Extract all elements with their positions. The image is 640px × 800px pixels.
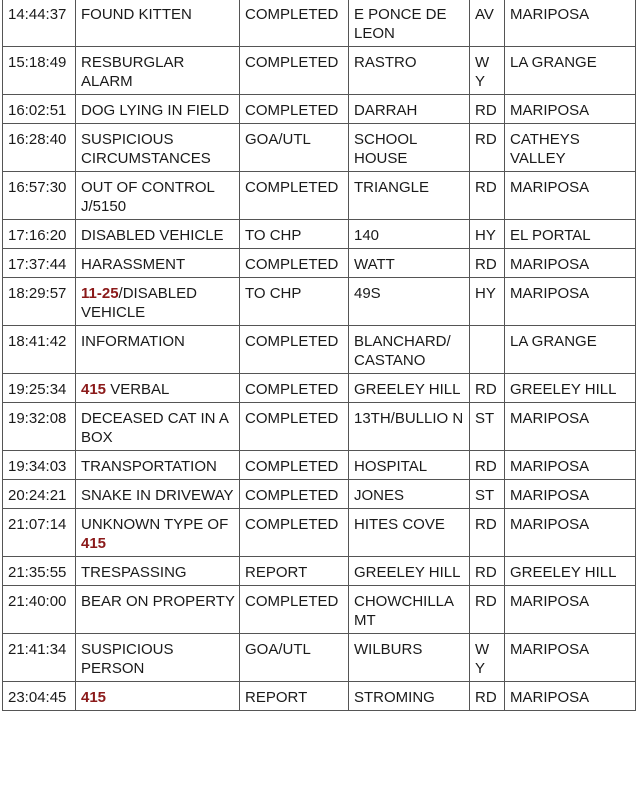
time-text: 16:02:51 <box>8 102 67 119</box>
street-text: HOSPITAL <box>354 458 428 475</box>
call-type-cell <box>76 95 240 124</box>
city-cell <box>505 326 636 374</box>
street-text: DARRAH <box>354 102 418 119</box>
city-cell <box>505 557 636 586</box>
time-cell <box>3 220 76 249</box>
time-text: 21:07:14 <box>8 516 67 533</box>
street-text: CHOWCHILLA MT <box>354 593 454 629</box>
street-cell <box>349 374 470 403</box>
call-text: OUT OF CONTROL J/5150 <box>81 179 219 215</box>
street-cell <box>349 403 470 451</box>
street-suffix-text: RD <box>475 516 497 533</box>
call-log-table <box>2 0 636 711</box>
time-cell <box>3 95 76 124</box>
disposition-text: COMPLETED <box>245 458 339 475</box>
disposition-text: TO CHP <box>245 227 302 244</box>
call-text: TRANSPORTATION <box>81 458 217 475</box>
street-text: JONES <box>354 487 405 504</box>
disposition-cell <box>240 403 349 451</box>
call-text: SUSPICIOUS PERSON <box>81 641 178 677</box>
street-text: WILBURS <box>354 641 423 658</box>
disposition-cell <box>240 451 349 480</box>
time-cell <box>3 249 76 278</box>
street-suffix-text: RD <box>475 458 497 475</box>
disposition-text: COMPLETED <box>245 487 339 504</box>
disposition-text: COMPLETED <box>245 410 339 427</box>
disposition-text: COMPLETED <box>245 516 339 533</box>
call-type-cell <box>76 557 240 586</box>
time-text: 20:24:21 <box>8 487 67 504</box>
street-text: RASTRO <box>354 54 417 71</box>
call-code: 415 <box>81 381 107 398</box>
time-text: 17:37:44 <box>8 256 67 273</box>
disposition-text: COMPLETED <box>245 593 339 610</box>
city-cell <box>505 374 636 403</box>
table-row <box>3 557 636 586</box>
table-row <box>3 451 636 480</box>
street-text: SCHOOL HOUSE <box>354 131 417 167</box>
call-type-cell <box>76 172 240 220</box>
city-text: MARIPOSA <box>510 516 590 533</box>
city-cell <box>505 509 636 557</box>
street-suffix-text: RD <box>475 102 497 119</box>
street-cell <box>349 634 470 682</box>
table-row <box>3 403 636 451</box>
street-cell <box>349 509 470 557</box>
table-row <box>3 278 636 326</box>
time-text: 18:41:42 <box>8 333 67 350</box>
table-row <box>3 480 636 509</box>
street-text: GREELEY HILL <box>354 564 461 581</box>
street-suffix-cell <box>470 480 505 509</box>
call-type-cell <box>76 509 240 557</box>
table-row <box>3 47 636 95</box>
street-text: BLANCHARD/ CASTANO <box>354 333 451 369</box>
city-cell <box>505 220 636 249</box>
city-cell <box>505 47 636 95</box>
disposition-cell <box>240 278 349 326</box>
street-suffix-cell <box>470 557 505 586</box>
time-cell <box>3 124 76 172</box>
time-cell <box>3 682 76 711</box>
street-text: STROMING <box>354 689 435 706</box>
disposition-cell <box>240 557 349 586</box>
call-text: UNKNOWN TYPE OF <box>81 516 233 533</box>
street-cell <box>349 278 470 326</box>
time-text: 21:40:00 <box>8 593 67 610</box>
time-cell <box>3 586 76 634</box>
table-row <box>3 682 636 711</box>
call-type-cell <box>76 682 240 711</box>
city-text: MARIPOSA <box>510 410 590 427</box>
disposition-text: GOA/UTL <box>245 131 311 148</box>
city-text: MARIPOSA <box>510 641 590 658</box>
street-text: GREELEY HILL <box>354 381 461 398</box>
street-suffix-cell <box>470 682 505 711</box>
call-text: RESBURGLAR ALARM <box>81 54 188 90</box>
street-cell <box>349 682 470 711</box>
city-text: EL PORTAL <box>510 227 591 244</box>
table-row <box>3 172 636 220</box>
table-row <box>3 634 636 682</box>
disposition-text: COMPLETED <box>245 256 339 273</box>
street-suffix-text: RD <box>475 256 497 273</box>
call-type-cell <box>76 451 240 480</box>
time-cell <box>3 480 76 509</box>
street-suffix-cell <box>470 326 505 374</box>
time-text: 21:35:55 <box>8 564 67 581</box>
call-text: DISABLED VEHICLE <box>81 227 224 244</box>
time-text: 19:32:08 <box>8 410 67 427</box>
call-text: SUSPICIOUS CIRCUMSTANCES <box>81 131 211 167</box>
street-suffix-cell <box>470 172 505 220</box>
time-text: 17:16:20 <box>8 227 67 244</box>
disposition-cell <box>240 124 349 172</box>
street-suffix-cell <box>470 95 505 124</box>
street-cell <box>349 557 470 586</box>
call-type-cell <box>76 326 240 374</box>
street-cell <box>349 47 470 95</box>
call-text: TRESPASSING <box>81 564 187 581</box>
call-type-cell <box>76 278 240 326</box>
time-cell <box>3 47 76 95</box>
city-cell <box>505 682 636 711</box>
table-row <box>3 326 636 374</box>
disposition-cell <box>240 95 349 124</box>
table-row <box>3 95 636 124</box>
street-cell <box>349 326 470 374</box>
street-text: TRIANGLE <box>354 179 430 196</box>
city-text: MARIPOSA <box>510 179 590 196</box>
city-cell <box>505 172 636 220</box>
call-type-cell <box>76 374 240 403</box>
disposition-text: TO CHP <box>245 285 302 302</box>
time-text: 19:25:34 <box>8 381 67 398</box>
call-code: 415 <box>81 535 107 552</box>
disposition-cell <box>240 374 349 403</box>
call-text: DOG LYING IN FIELD <box>81 102 230 119</box>
disposition-cell <box>240 480 349 509</box>
street-suffix-text: RD <box>475 564 497 581</box>
disposition-cell <box>240 634 349 682</box>
disposition-text: COMPLETED <box>245 6 339 23</box>
table-row <box>3 509 636 557</box>
call-type-cell <box>76 220 240 249</box>
time-cell <box>3 557 76 586</box>
disposition-cell <box>240 47 349 95</box>
disposition-cell <box>240 326 349 374</box>
street-suffix-text: ST <box>475 410 495 427</box>
street-cell <box>349 124 470 172</box>
street-suffix-cell <box>470 124 505 172</box>
city-text: LA GRANGE <box>510 54 597 71</box>
street-suffix-cell <box>470 634 505 682</box>
city-cell <box>505 480 636 509</box>
time-text: 16:28:40 <box>8 131 67 148</box>
city-text: MARIPOSA <box>510 285 590 302</box>
disposition-text: COMPLETED <box>245 54 339 71</box>
street-cell <box>349 586 470 634</box>
city-text: MARIPOSA <box>510 102 590 119</box>
table-row <box>3 0 636 47</box>
disposition-cell <box>240 682 349 711</box>
city-text: MARIPOSA <box>510 458 590 475</box>
city-text: MARIPOSA <box>510 689 590 706</box>
time-text: 16:57:30 <box>8 179 67 196</box>
time-cell <box>3 278 76 326</box>
street-text: 49S <box>354 285 381 302</box>
street-suffix-cell <box>470 403 505 451</box>
call-type-cell <box>76 0 240 47</box>
time-cell <box>3 374 76 403</box>
disposition-text: COMPLETED <box>245 381 339 398</box>
city-cell <box>505 586 636 634</box>
time-cell <box>3 451 76 480</box>
call-type-cell <box>76 124 240 172</box>
street-suffix-text: ST <box>475 487 495 504</box>
time-cell <box>3 172 76 220</box>
street-suffix-text: HY <box>475 227 496 244</box>
city-text: CATHEYS VALLEY <box>510 131 580 167</box>
time-text: 21:41:34 <box>8 641 67 658</box>
city-text: LA GRANGE <box>510 333 597 350</box>
disposition-cell <box>240 509 349 557</box>
street-cell <box>349 220 470 249</box>
disposition-cell <box>240 172 349 220</box>
street-suffix-cell <box>470 509 505 557</box>
call-code: 415 <box>81 689 107 706</box>
call-text: HARASSMENT <box>81 256 186 273</box>
call-type-cell <box>76 47 240 95</box>
city-text: GREELEY HILL <box>510 564 617 581</box>
call-type-cell <box>76 586 240 634</box>
call-text: BEAR ON PROPERTY <box>81 593 235 610</box>
street-suffix-text: AV <box>475 6 494 23</box>
time-cell <box>3 403 76 451</box>
call-text: DECEASED CAT IN A BOX <box>81 410 233 446</box>
table-row <box>3 374 636 403</box>
street-suffix-cell <box>470 374 505 403</box>
time-cell <box>3 326 76 374</box>
street-cell <box>349 480 470 509</box>
street-cell <box>349 95 470 124</box>
city-cell <box>505 0 636 47</box>
street-suffix-text: W Y <box>475 641 490 677</box>
city-cell <box>505 403 636 451</box>
street-suffix-text: RD <box>475 593 497 610</box>
city-text: MARIPOSA <box>510 487 590 504</box>
street-suffix-text: RD <box>475 131 497 148</box>
call-log-body <box>3 0 636 711</box>
street-suffix-text: RD <box>475 689 497 706</box>
street-text: E PONCE DE LEON <box>354 6 447 42</box>
street-suffix-text: RD <box>475 381 497 398</box>
street-suffix-cell <box>470 249 505 278</box>
call-text: SNAKE IN DRIVEWAY <box>81 487 234 504</box>
table-row <box>3 124 636 172</box>
disposition-cell <box>240 0 349 47</box>
time-cell <box>3 509 76 557</box>
street-cell <box>349 249 470 278</box>
street-suffix-text: W Y <box>475 54 490 90</box>
time-text: 18:29:57 <box>8 285 67 302</box>
disposition-text: COMPLETED <box>245 179 339 196</box>
table-row <box>3 249 636 278</box>
street-suffix-cell <box>470 451 505 480</box>
city-cell <box>505 451 636 480</box>
city-text: GREELEY HILL <box>510 381 617 398</box>
call-text: /DISABLED VEHICLE <box>81 285 202 321</box>
disposition-cell <box>240 220 349 249</box>
city-cell <box>505 95 636 124</box>
street-text: WATT <box>354 256 395 273</box>
street-suffix-cell <box>470 586 505 634</box>
time-text: 15:18:49 <box>8 54 67 71</box>
call-type-cell <box>76 403 240 451</box>
street-cell <box>349 0 470 47</box>
street-text: 140 <box>354 227 380 244</box>
street-text: HITES COVE <box>354 516 445 533</box>
disposition-text: GOA/UTL <box>245 641 311 658</box>
city-cell <box>505 278 636 326</box>
street-suffix-cell <box>470 47 505 95</box>
call-code: 11-25 <box>81 285 119 302</box>
call-type-cell <box>76 634 240 682</box>
call-text: VERBAL <box>106 381 170 398</box>
disposition-cell <box>240 586 349 634</box>
time-cell <box>3 634 76 682</box>
disposition-text: REPORT <box>245 689 308 706</box>
street-suffix-text: RD <box>475 179 497 196</box>
street-cell <box>349 172 470 220</box>
street-suffix-text: HY <box>475 285 496 302</box>
call-text: INFORMATION <box>81 333 185 350</box>
table-row <box>3 220 636 249</box>
table-row <box>3 586 636 634</box>
time-text: 23:04:45 <box>8 689 67 706</box>
call-type-cell <box>76 480 240 509</box>
disposition-text: COMPLETED <box>245 333 339 350</box>
street-suffix-cell <box>470 278 505 326</box>
call-text: FOUND KITTEN <box>81 6 192 23</box>
time-text: 19:34:03 <box>8 458 67 475</box>
street-cell <box>349 451 470 480</box>
city-cell <box>505 124 636 172</box>
disposition-text: REPORT <box>245 564 308 581</box>
call-type-cell <box>76 249 240 278</box>
city-text: MARIPOSA <box>510 6 590 23</box>
disposition-cell <box>240 249 349 278</box>
street-suffix-cell <box>470 220 505 249</box>
city-text: MARIPOSA <box>510 593 590 610</box>
time-text: 14:44:37 <box>8 6 67 23</box>
street-text: 13TH/BULLIO N <box>354 410 464 427</box>
city-cell <box>505 634 636 682</box>
street-suffix-cell <box>470 0 505 47</box>
disposition-text: COMPLETED <box>245 102 339 119</box>
city-text: MARIPOSA <box>510 256 590 273</box>
city-cell <box>505 249 636 278</box>
time-cell <box>3 0 76 47</box>
